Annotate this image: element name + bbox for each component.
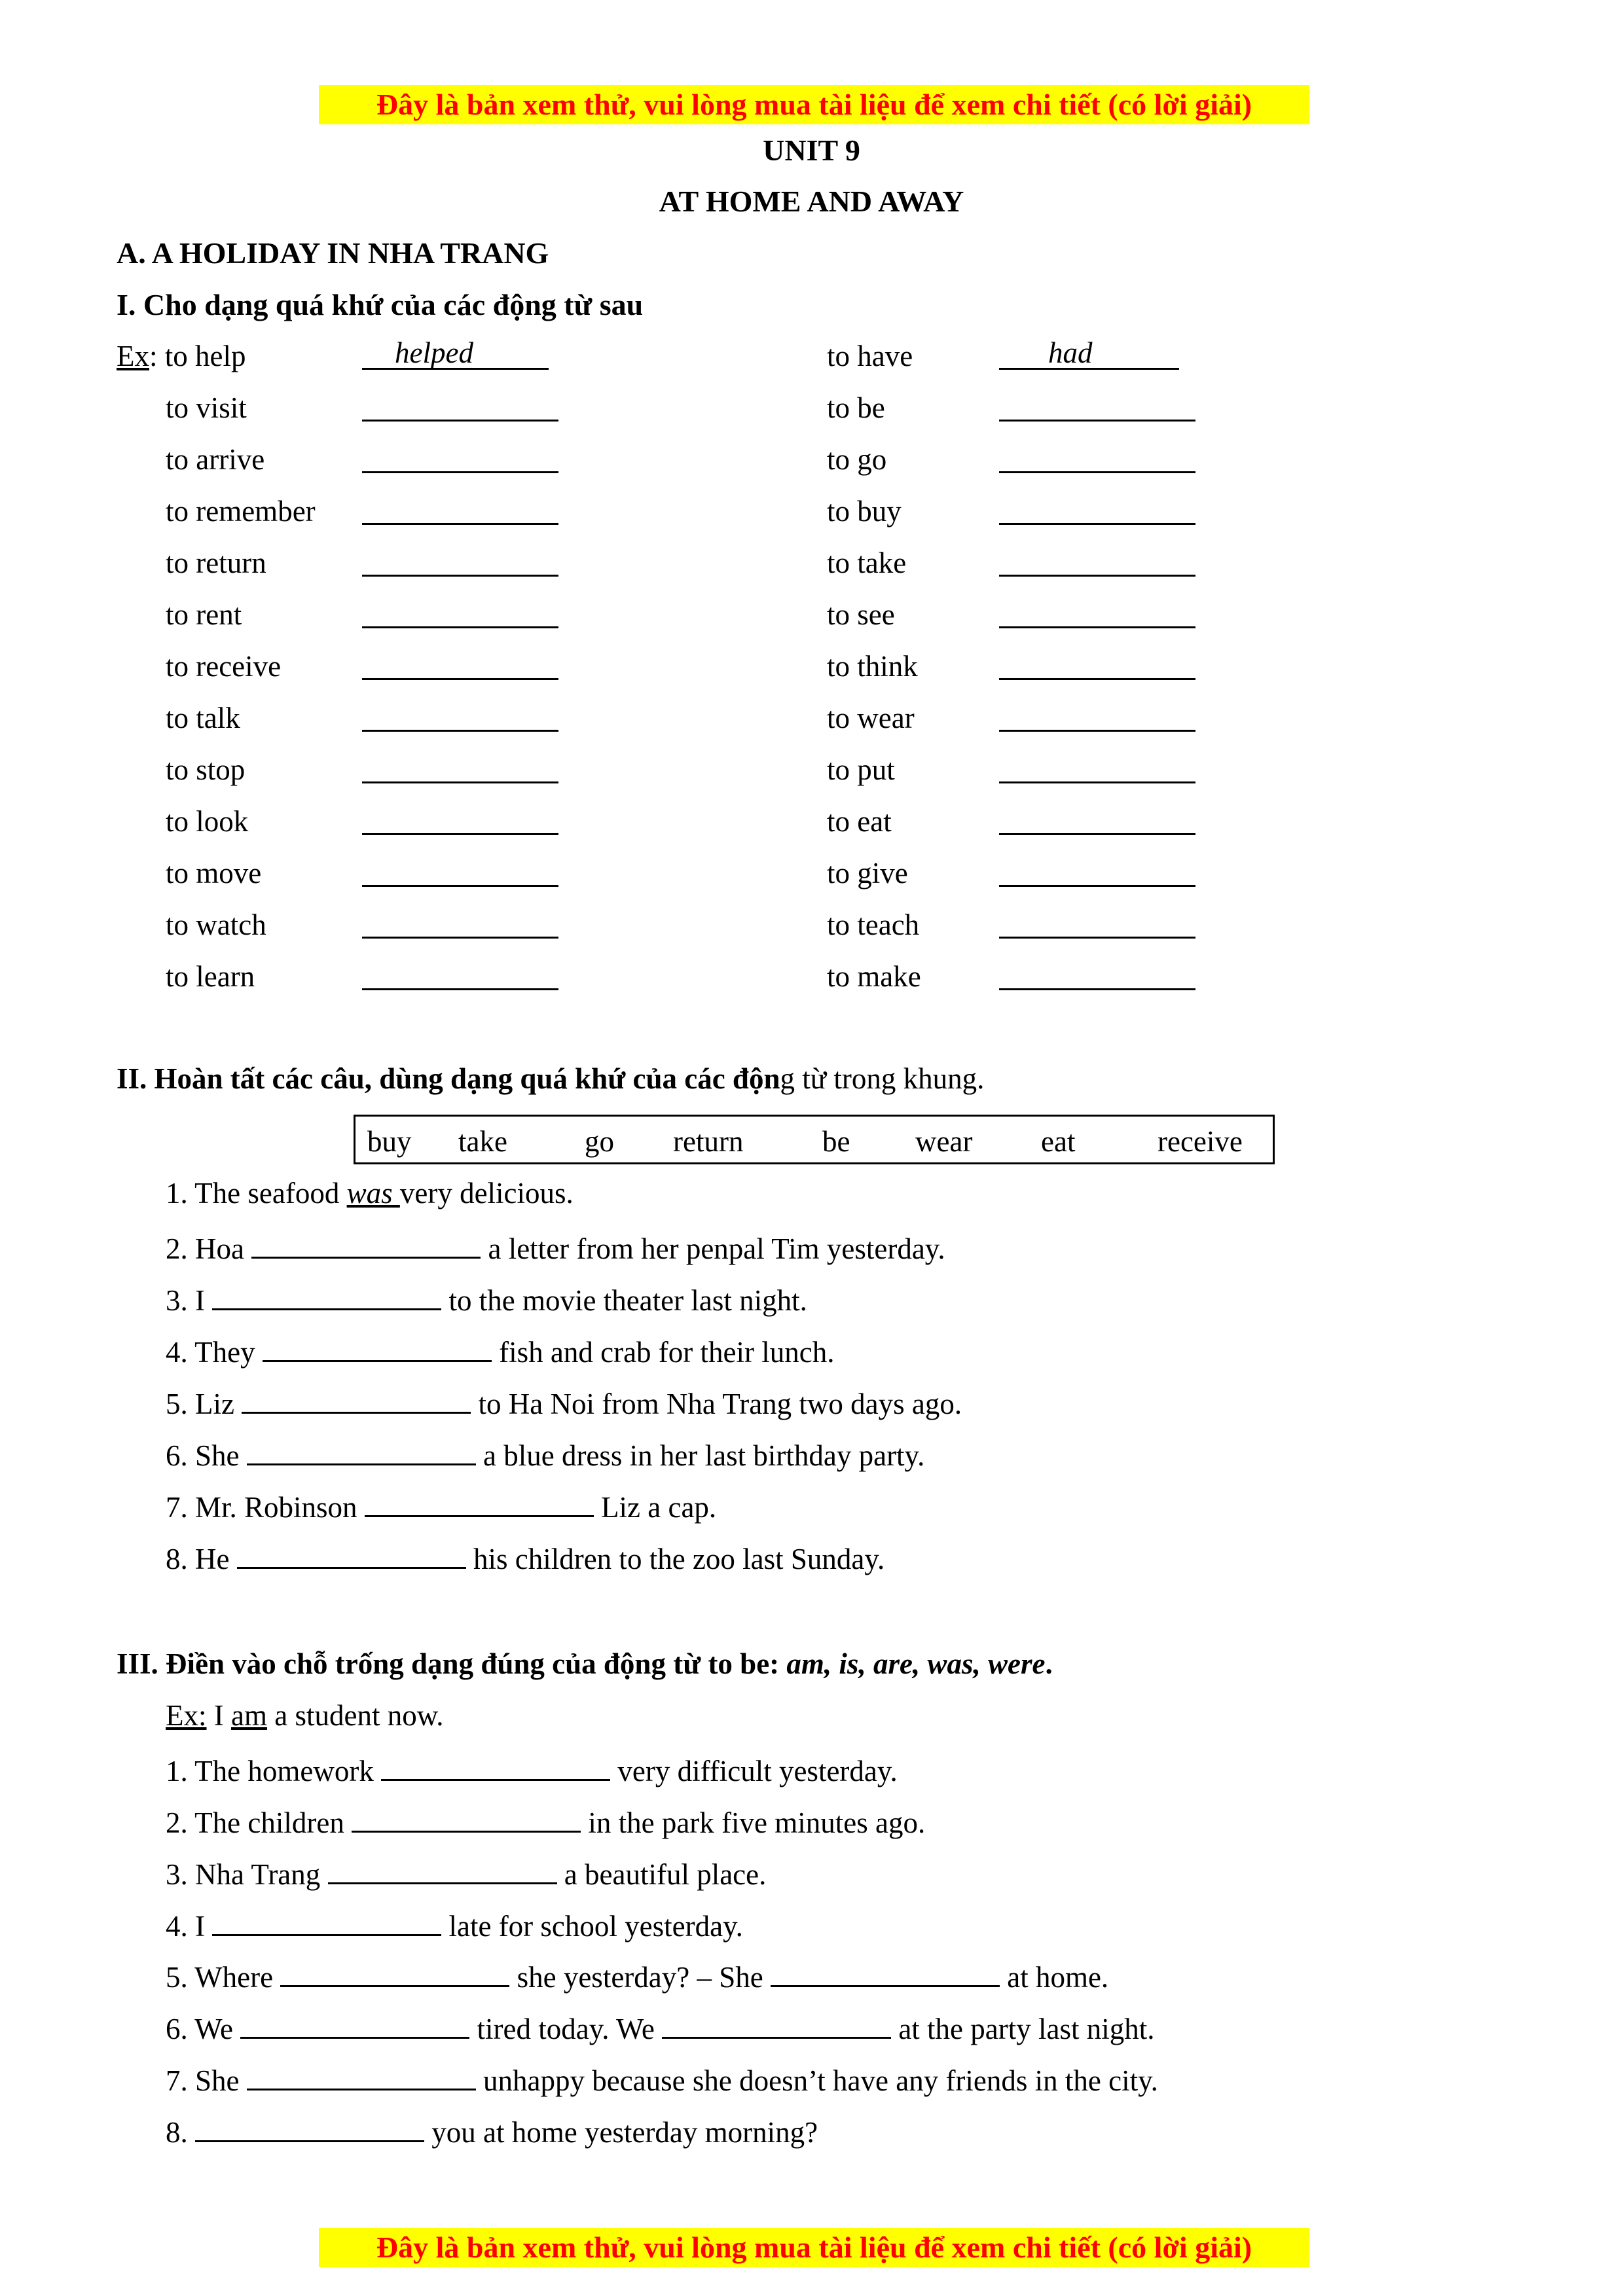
unit-number: UNIT 9 [763,134,860,167]
exercise-2-title: II. Hoàn tất các câu, dùng dạng quá khứ của các động từ trong khung. [117,1062,985,1095]
ex3-sentence: 1. The homework very difficult yesterday. [166,1753,898,1786]
exercise-3-title: III. Điền vào chỗ trống dạng đúng của động từ to be: am, is, are, was, were. [117,1647,1053,1680]
verb-left: to stop [166,753,246,786]
word-box-word: be [822,1125,850,1158]
ex2-example-answer: was [346,1177,400,1210]
answer-blank[interactable] [999,393,1195,427]
verb-left: to rent [166,598,242,631]
verb-right: to think [827,650,918,683]
answer-blank[interactable] [999,600,1195,634]
verb-left: to arrive [166,443,265,476]
verb-right: to eat [827,805,892,838]
answer-blank[interactable] [999,704,1195,737]
answer-blank[interactable] [771,1959,1000,1987]
ex1-example-left [117,342,246,371]
exercise-1-title: I. Cho dạng quá khứ của các động từ sau [117,288,644,321]
verb-right: to go [827,443,887,476]
answer-blank[interactable] [251,1230,481,1259]
ex1-example-right-verb: to have [827,340,913,372]
ex2-sentence: 3. I to the movie theater last night. [166,1282,807,1316]
ex3-sentence: 4. I late for school yesterday. [166,1908,743,1941]
answer-blank[interactable] [212,1908,441,1936]
answer-blank[interactable] [999,548,1195,582]
verb-left: to remember [166,495,316,528]
word-box-word: take [458,1125,507,1158]
answer-blank[interactable] [362,652,558,685]
verb-left: to talk [166,702,240,734]
answer-blank[interactable] [362,704,558,737]
ex2-sentence: 7. Mr. Robinson Liz a cap. [166,1489,716,1522]
ex2-sentence: 8. He his children to the zoo last Sunday. [166,1541,884,1574]
answer-blank[interactable] [212,1282,441,1310]
answer-blank[interactable] [999,807,1195,840]
answer-blank[interactable] [362,497,558,530]
answer-blank[interactable] [362,755,558,789]
ex3-example: Ex: I am a student now. [166,1699,444,1732]
answer-blank[interactable] [999,755,1195,789]
answer-blank[interactable] [240,2011,469,2039]
verb-left: to receive [166,650,282,683]
answer-blank[interactable] [662,2011,891,2039]
verb-right: to teach [827,908,920,941]
verb-right: to be [827,391,885,424]
word-box-word: return [673,1125,744,1158]
answer-blank[interactable] [247,2062,476,2090]
ex3-sentence-8: 8. you at home yesterday morning? [166,2114,818,2147]
answer-blank[interactable] [999,497,1195,530]
verb-right: to make [827,960,921,993]
answer-blank[interactable] [247,1437,476,1465]
verb-left: to watch [166,908,266,941]
word-box-word: receive [1158,1125,1243,1158]
word-box-word: go [585,1125,614,1158]
ex3-sentence-5: 5. Where she yesterday? – She at home. [166,1959,1108,1992]
ex-verb: : to help [149,340,246,372]
answer-blank[interactable] [999,652,1195,685]
verb-left: to return [166,547,266,579]
verb-left: to move [166,857,262,889]
ex3-sentence: 2. The children in the park five minutes ago. [166,1804,925,1838]
ex-label: Ex [117,340,149,372]
ex3-sentence-7: 7. She unhappy because she doesn’t have any friends in the city. [166,2062,1158,2096]
answer-blank[interactable] [362,600,558,634]
ex2-sentence: 2. Hoa a letter from her penpal Tim yesterday. [166,1230,945,1264]
answer-blank[interactable] [263,1334,492,1362]
answer-blank[interactable] [365,1489,594,1517]
ex2-sentence-1: 1. The seafood was very delicious. [166,1177,574,1210]
verb-right: to give [827,857,908,889]
answer-blank[interactable] [362,445,558,478]
word-box [354,1115,1275,1164]
answer-blank[interactable] [242,1386,471,1414]
answer-blank[interactable] [362,807,558,840]
ex3-sentence: 3. Nha Trang a beautiful place. [166,1856,766,1890]
ex3-sentence-6: 6. We tired today. We at the party last night. [166,2011,1155,2044]
preview-banner-bottom: Đây là bản xem thử, vui lòng mua tài liệu để xem chi tiết (có lời giải) [319,2228,1309,2267]
answer-blank[interactable] [195,2114,424,2142]
verb-right: to put [827,753,895,786]
unit-title: AT HOME AND AWAY [659,185,964,218]
answer-blank[interactable] [362,859,558,892]
answer-blank[interactable] [328,1856,557,1884]
verb-right: to take [827,547,907,579]
answer-blank[interactable] [362,962,558,996]
word-box-word: eat [1041,1125,1076,1158]
answer-blank[interactable] [362,548,558,582]
ex-answer: had [1048,336,1093,369]
answer-blank[interactable] [362,910,558,944]
ex1-example-right-answer [999,336,1179,375]
verb-right: to see [827,598,895,631]
word-box-word: wear [915,1125,973,1158]
verb-right: to wear [827,702,915,734]
preview-banner-top: Đây là bản xem thử, vui lòng mua tài liệu để xem chi tiết (có lời giải) [319,85,1309,124]
ex-answer: helped [395,336,473,369]
ex2-sentence: 5. Liz to Ha Noi from Nha Trang two days ago. [166,1386,962,1419]
verb-left: to learn [166,960,255,993]
word-box-word: buy [367,1125,412,1158]
verb-left: to look [166,805,249,838]
answer-blank[interactable] [362,393,558,427]
section-a-title: A. A HOLIDAY IN NHA TRANG [117,236,549,270]
ex2-sentence: 4. They fish and crab for their lunch. [166,1334,834,1367]
verb-right: to buy [827,495,902,528]
answer-blank[interactable] [999,962,1195,996]
ex2-sentence: 6. She a blue dress in her last birthday party. [166,1437,924,1471]
answer-blank[interactable] [999,859,1195,892]
answer-blank[interactable] [999,910,1195,944]
answer-blank[interactable] [280,1959,509,1987]
answer-blank[interactable] [999,445,1195,478]
answer-blank[interactable] [352,1804,581,1833]
ex1-example-left-answer [362,336,549,375]
answer-blank[interactable] [237,1541,466,1569]
answer-blank[interactable] [381,1753,610,1781]
verb-left: to visit [166,391,247,424]
